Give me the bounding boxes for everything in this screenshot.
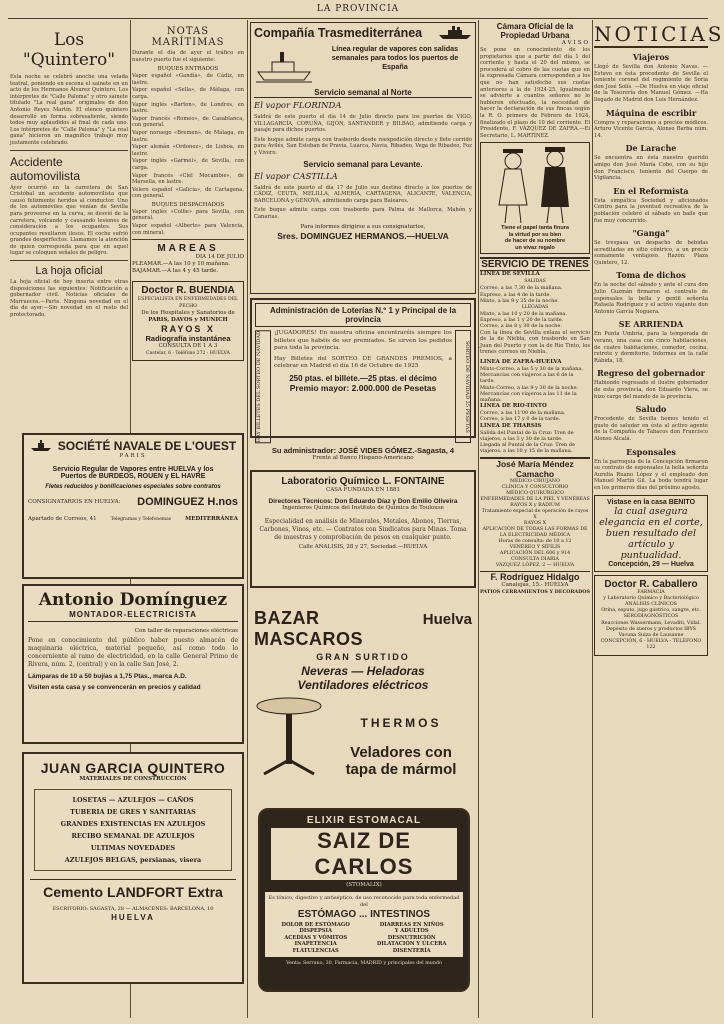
bazar-marmol: tapa de mármol [345, 761, 457, 778]
buendia-cities: PARIS, DAVOS y MUNICH [148, 317, 228, 324]
news-heading: SE ARRIENDA [618, 319, 684, 330]
lab-title: Laboratorio Químico L. FONTAINE [281, 476, 445, 487]
list-item: Orina, esputo, jugo gástrico, sangre, etc. [601, 608, 701, 614]
ad-cartoon [480, 142, 590, 254]
column-4 [480, 22, 590, 596]
trasmed-text1: Saldrá de este puerto el día 14 de Julio directo para los puertos de VIGO, VILLAGARCÍA, CORUÑA, GIJÓN, SANTANDER y BILBAO, admitiendo carga y pasaje para dichos puertos. [254, 114, 472, 134]
saiz-stomalix: (STOMALIX) [346, 882, 382, 888]
saiz-list-left [282, 922, 350, 954]
trasmed-service-norte: Servicio semanal al Norte [254, 88, 472, 98]
sevilla-salidas-label: SALIDAS [524, 279, 546, 285]
list-item: Vapor noruego «Bremen», de Málaga, en lastre. [132, 129, 244, 143]
buendia-address: Castelar, 6 · Teléfono 272 · HUELVA [146, 351, 230, 357]
list-item: Correo, a las 8 y 30 de la noche. [480, 323, 562, 330]
list-item: Velero español «Galicia», de Cartagena, con general. [132, 186, 244, 200]
masthead [8, 4, 708, 19]
article-accidente: Ayer ocurrió en la carretera de San Cristóbal un accidente automovilista que causó felizmente heridos al conductor. Uno de los automóviles que venían de Sevilla para proveerse en la curva, se desvió de la carretera, volcando y causando lesiones de consideración a los ocupantes. Sus ocupantes resultaron ilesos. El coche sufrió grandes desperfectos. Llamamos la atención de quien corresponda para que en aquel lugar se coloquen señales de peligro. [10, 184, 128, 257]
list-item: VENÉREO Y SÍFILIS [509, 545, 561, 551]
salidas-heading: BUQUES DESPACHADOS [151, 201, 225, 208]
saiz-organs: ESTÓMAGO ... INTESTINOS [297, 909, 431, 920]
lab-directors2: Ingenieros Químicos del Instituto de Química de Toulouse [282, 505, 444, 511]
societe-city: PARIS [119, 453, 147, 459]
column-1 [10, 22, 128, 437]
noticias-heading: NOTICIAS [594, 22, 724, 46]
saiz-title: SAIZ DE CARLOS [271, 828, 457, 880]
ship-icon [438, 26, 472, 40]
list-item: CONSULTA DIARIA [510, 557, 560, 563]
ad-caballero [594, 575, 708, 656]
mendez-lines [480, 479, 590, 569]
trasmed-agent: Sres. DOMINGUEZ HERMANOS.—HUELVA [277, 230, 449, 241]
list-item: Mercancías con viajeros a las 6 de la tarde. [480, 372, 574, 385]
list-item: Vapor español «Sella», de Málaga, con carga. [132, 87, 244, 100]
list-item: RECIBO SEMANAL DE AZULEJOS [71, 832, 195, 840]
ad-mendez-camacho [480, 457, 590, 569]
lab-body: Especialidad en análisis de Minerales, Metales, Abonos, Tierras, Carbones, Vinos, etc. — Contratos con Sindicatos para Minas. Toma de muestras y comprobación de pesos en cualquier punto. [259, 518, 467, 541]
noticias-list [594, 52, 708, 492]
list-item: Mixto-Correo, a las 9 y 30 de la noche. [480, 384, 579, 391]
list-item: Reacciones Wassermann, Levaditi, Vidal. [601, 620, 701, 626]
loteria-admin: Su administrador: JOSÉ VIDES GÓMEZ.-Sagasta, 4 [271, 446, 455, 456]
list-item: DOLOR DE ESTÓMAGO [281, 922, 350, 928]
dominguez-taller: Con taller de reparaciones eléctricas [134, 628, 238, 634]
list-item: RAYOS X [523, 521, 547, 527]
quintero-cement: Cemento LANDFORT Extra [30, 879, 236, 900]
buendia-hospitals: De los Hospitales y Sanatorios de [141, 310, 235, 317]
news-text: Habiendo regresado el ilustre gobernador de esta provincia, don Eduardo Viera, se hizo cargo del mando de la provincia. [594, 380, 708, 400]
list-item: SERODIAGNÓSTICOS [623, 614, 679, 620]
column-5 [594, 22, 724, 656]
trenes-heading: SERVICIO DE TRENES [481, 259, 589, 271]
entradas-list [132, 73, 244, 200]
saiz-body: Es tónico, digestivo y antiséptico, de uso reconocido para toda enfermedad del [268, 895, 460, 908]
caballero-lines [598, 590, 704, 652]
dominguez-subtitle: MONTADOR-ELECTRICISTA [28, 610, 238, 622]
ship-icon [30, 440, 52, 452]
ad-societe-navale [22, 433, 244, 579]
news-text: En la parroquia de la Concepción firmaron su contrato de esponsales la bella señorita Aurelia Ruano López y el empleado don Manuel Martín Gil. La boda tendrá lugar en los primeros días del próximo agosto. [594, 458, 708, 491]
ad-antonio-dominguez [22, 584, 244, 744]
list-item: RAYOS X y RADIUM [510, 503, 560, 509]
loteria-body: ¡JUGADORES! En nuestra oficina encontraréis siempre los billetes que habéis de ser premiados. Se sirven los pedidos para toda la provincia. [274, 330, 452, 351]
benito-line3: Concepción, 29 — Huelva [608, 560, 694, 568]
trasmed-text3: Saldrá de este puerto el día 17 de Julio sus destino directo a los puertos de CÁDIZ, CEUTA, MELILLA, ALMERÍA, CARTAGENA, ALICANTE, VALENCIA, BARCELONA y GÉNOVA, admitiendo carga para Baleares. [254, 184, 472, 204]
mareas-heading: MAREAS [157, 243, 219, 255]
news-text: En la noche del sábado y ante el cura don Julio Guzmán firmaron el contrato de esponsales la bella y gentil señorita Rafaela Rodríguez y el activo viajante don Antonio García Noguera. [594, 282, 708, 315]
news-text: Procedente de Sevilla hemos tenido el gusto de saludar en ésta al activo agente de la Compañía de Tabacos don Francisco Alonso Alcalá. [594, 416, 708, 442]
list-item: Horas de consulta: de 10 a 12 [498, 539, 572, 545]
societe-line3: Fletes reducidos y bonificaciones especiales sobre contratos [45, 484, 221, 490]
article-quintero: Esta noche se celebró anoche una velada teatral, poniendo en escena el sainete en un acto de los Hermanos Álvarez Quintero. Los intérpretes de "Calle Paloma" y otro sainete titulado "La real gana" originales de don Antonio Reyes Martín. El elenco quintero desarrolló en forma sobresaliente, siendo todos muy aplaudidos al final de cada uno. Los intérpretes de "Calle Paloma" y "La real gana" hicieron un magnífico trabajo muy justamente celebrado. [10, 74, 128, 146]
bazar-title: BAZAR MASCAROS [254, 608, 364, 649]
saiz-list-right [377, 922, 447, 954]
list-item: Expreso, a las 1 y 20 de la tarde. [480, 317, 564, 324]
notas-intro: Durante el día de ayer el tráfico en nuestro puerto fue el siguiente: [132, 50, 244, 63]
list-item: Vapor inglés «Collie» para Sevilla, con general. [132, 208, 244, 222]
list-item: DISENTERÍA [392, 947, 431, 954]
benito-line1: Vistase en la casa BENITO [606, 498, 696, 506]
list-item: y Laboratorio Químico y Bacteriológico [603, 595, 699, 601]
masthead-title: LA PROVINCIA [316, 4, 400, 14]
news-heading: En el Reformista [613, 185, 689, 196]
list-item: ENFERMEDADES DE LA PIEL Y VENÉREAS [480, 497, 590, 503]
divider [10, 150, 128, 151]
bazar-thermos: THERMOS [360, 716, 442, 730]
ad-trasmediterranea [250, 22, 476, 294]
list-item: FLATULENCIAS [292, 947, 339, 954]
trasmed-lead: Línea regular de vapores con salidas semanales para todos los puertos de España [331, 44, 459, 71]
societe-title: SOCIÉTÉ NAVALE DE L'OUEST [57, 439, 237, 453]
hidalgo-name: F. Rodríguez Hidalgo [490, 572, 580, 583]
societe-agent: DOMINGUEZ H.nos [137, 496, 238, 508]
caballero-name: Doctor R. Caballero [604, 578, 698, 590]
sevilla-llegadas [480, 311, 590, 330]
list-item: Salida del Puntal de la Cruz: Tren de viajeros, a las 3 y 30 de la tarde. [480, 429, 574, 442]
list-item: Mixto, a las 9 y 35 de la noche. [480, 297, 559, 304]
list-item: Vapor inglés «Barton», de Londres, en lastre. [132, 101, 244, 115]
loteria-title: Administración de Loterías N.º 1 y Principal de la provincia [255, 303, 471, 327]
quintero-address: ESCRITORIO: SAGASTA, 28 — ALMACENES: BARCELONA, 10 [52, 906, 214, 912]
camara-text: Se pone en conocimiento de los propietarios que a partir del día 1 del corriente y hasta el 20 del mismo, se procederá al cobro de las cuotas que en la expresada Cámara corresponden a los que no han satisfecho sus cuotas anteriores a la de 1924-25. Igualmente se advierte a cuantos señores no lo hubieren efectuado, la necesidad de hacer la declaración de sus fincas según la R. O. primero de Febrero de 1924, finalizado el plazo de 10 del corriente. El Presidente, F. VÁZQUEZ DE ZAFRA.—El Secretario, L. MARTÍNEZ. [480, 47, 590, 139]
linea-tharsis: LINEA DE THARSIS [480, 422, 542, 429]
trasmed-ship1: El vapor FLORINDA [254, 101, 342, 111]
list-item: APLICACIÓN DEL 606 y 914 [499, 551, 571, 557]
ad-loteria [250, 298, 476, 462]
list-item: Vacuna Suiza de Lausanne [618, 632, 684, 638]
list-item: DIARREAS EN NIÑOS [379, 922, 444, 928]
ad-laboratorio [250, 470, 476, 588]
trasmed-ship2: El vapor CASTILLA [254, 171, 338, 182]
societe-agent-label: CONSIGNATARIOS EN HUELVA: [28, 498, 121, 505]
news-heading: Esponsales [626, 446, 676, 457]
societe-line2: Puertos de BURDEOS, ROUEN y EL HAVRE [60, 473, 206, 480]
ad-saiz-de-carlos [258, 808, 470, 992]
entradas-heading: BUQUES ENTRADOS [157, 66, 219, 73]
news-heading: Saludo [635, 404, 667, 415]
news-heading: Regreso del gobernador [597, 368, 705, 379]
loteria-side-left: HAY BILLETES DEL SORTEO DE NAVIDAD [255, 330, 271, 443]
steamship-illustration [254, 44, 314, 84]
divider [132, 239, 244, 240]
cartoon-caption-3: de hacer de su nombre [504, 238, 566, 245]
article-hoja-oficial: La hoja oficial de hoy inserta entre otras disposiciones las siguientes: Notificación a gobernador civil. Noticias oficiales de Marruecos.—Parte. Ninguna novedad en el día de ayer.—Sin novedad en el resto del protectorado. [10, 279, 128, 319]
cartoon-caption-2: la virtud por su bien [508, 231, 562, 238]
list-item: ULTIMAS NOVEDADES [90, 844, 176, 852]
list-item: Y ADULTOS [394, 928, 429, 935]
bazar-veladores: Veladores con [350, 744, 452, 761]
list-item: Mixto-Correo, a las 5 y 30 de la mañana. [480, 365, 584, 372]
list-item: TUBERIA DE GRES Y SANITARIAS [70, 808, 196, 816]
quintero-title: JUAN GARCIA QUINTERO [40, 760, 226, 776]
list-item: Mercancías con viajeros a las 11 de la mañana. [480, 390, 577, 403]
cartoon-illustration [483, 145, 587, 225]
hidalgo-address: Canalejas, 15.- HUELVA [501, 582, 569, 589]
trasmed-service-levante: Servicio semanal para Levante. [303, 159, 423, 169]
list-item: Vapor español «Alberto» para Valencia, con mineral. [132, 223, 244, 236]
bazar-neveras: Neveras — Heladoras [301, 664, 425, 678]
news-text: Llegó de Sevilla don Antonio Navas. —Estuvo en ésta procedente de Sevilla el teniente coronel del regimiento de Soria don José Solís. —De Huelva en viaje oficial de la Tesorería don Manuel Gómez. —Ha llegado de Madrid don Luis Hernández. [594, 64, 708, 103]
news-text: Se encuentra en ésta nuestro querido amigo don José María Cobo, con su hijo don Francisco, teniente del Cuerpo de Vigilancia. [594, 155, 708, 182]
list-item: CLÍNICA Y CONSULTORIO [501, 485, 569, 491]
trasmed-text2: Este buque admite carga con trasbordo desde reexpedición directo y flete corrido para Avilés, San Esteban de Pravia, Luarca, Navia, Ribadeo, Vega de Ribadeo, Foz y Vivero. [254, 136, 472, 156]
divider [10, 260, 128, 261]
societe-tag: MEDITERRÁNEA [185, 516, 238, 522]
list-item: MÉDICO QUIRÚRGICO [506, 491, 564, 497]
salidas-list [132, 209, 244, 236]
list-item: Tratamiento especial de operación de rayos X [481, 509, 589, 521]
list-item: PLEAMAR.—A las 10 y 10 mañana. [132, 261, 230, 268]
buendia-consulta: CONSULTA DE 1 A 3 [158, 343, 218, 350]
list-item: Vapor inglés «Garmel», de Sevilla, con carga. [132, 158, 244, 171]
lab-subtitle: CASA FUNDADA EN 1881 [325, 487, 401, 493]
headline-quintero: Los "Quintero" [22, 30, 116, 70]
list-item: Llegada al Puntal de la Cruz: Tren de viajeros, a las 10 y 15 de la mañana. [480, 441, 575, 455]
list-item: Vapor español «Gandía», de Cádiz, en lastre. [132, 73, 244, 86]
bazar-surtido: GRAN SURTIDO [316, 652, 410, 662]
linea-zafra: LINEA DE ZAFRA-HUELVA [480, 358, 562, 365]
list-item: ANÁLISIS CLÍNICOS [625, 601, 677, 607]
news-heading: Toma de dichos [616, 270, 686, 281]
column-rule [592, 20, 593, 1018]
list-item: Vapor francés «Romeo», de Casablanca, con general. [132, 115, 244, 129]
list-item: DILATACIÓN Y ÚLCERA [376, 941, 447, 948]
cartoon-caption-4: un vivaz regalo [515, 244, 555, 251]
news-text: Esta simpática Sociedad y aficionados Centro para la juventud recreativa de la población celebró el sábado un baile que fue muy concurrido. [594, 197, 708, 224]
column-rule [247, 20, 248, 1018]
camara-aviso: AVISO [561, 40, 590, 46]
news-heading: Viajeros [632, 52, 670, 62]
column-rule [478, 20, 479, 1018]
societe-tel: Telegramas y Telefonemas [110, 517, 172, 522]
ad-benito [594, 495, 708, 572]
bazar-ventiladores: Ventiladores eléctricos [297, 678, 429, 692]
societe-line1: Servicio Regular de Vapores entre HUELVA y los [52, 466, 214, 473]
table-illustration [254, 696, 324, 778]
list-item: AZULEJOS BELGAS, persianas, visera [64, 856, 202, 864]
saiz-foot: Venta: Serrano, 30, Farmacia, MADRID y principales del mundo [286, 961, 442, 967]
zafra-llegadas [480, 385, 590, 404]
news-text: Compra y reparaciones a precios módicos. Arturo Vicente García, Alonso Barba núm. 14. [594, 119, 708, 139]
list-item: GRANDES EXISTENCIAS EN AZULEJOS [60, 820, 206, 828]
buendia-radiografia: Radiografía instantánea [145, 334, 231, 344]
loteria-admin2: Frente al Banco Hispano-Americano [312, 455, 414, 462]
sevilla-salidas [480, 285, 590, 304]
linea-rio-tinto: LINEA DE RIO-TINTO [480, 403, 547, 410]
loteria-body2: Hay Billetes del SORTEO DE GRANDES PREMIOS, a celebrar en Madrid el día 16 de Octubre de 1925 [274, 355, 452, 369]
loteria-price: 250 ptas. el billete.—25 ptas. el décimo [289, 373, 437, 383]
list-item: CONCEPCIÓN, 6 - HUELVA - TELÉFONO 122 [600, 639, 702, 651]
list-item: Mixto, a las 10 y 20 de la mañana. [480, 310, 567, 317]
list-item: VÁZQUEZ LÓPEZ, 2 — HUELVA [495, 563, 575, 569]
sevilla-llegadas-label: LLEGADAS [521, 304, 549, 310]
list-item: APLICACIÓN DE TODAS LAS FORMAS DE LA ELECTRICIDAD MÉDICA [482, 527, 588, 539]
trasmed-info: Para informes dirigirse a sus consignatarios, [300, 223, 426, 230]
dominguez-lamparas: Lámparas de 10 a 50 bujías a 1,75 Ptas., marca A.D. [28, 673, 187, 680]
buendia-rayos: RAYOS X [161, 324, 215, 335]
sevilla-note: Con la línea de Sevilla enlaza el servicio de la de Niebla, con trasbordo en San Juan del Puerto y con la de Río Tinto, los trenes correos en Niebla. [480, 329, 590, 356]
dominguez-title: Antonio Domínguez [38, 590, 228, 610]
linea-sevilla: LINEA DE SEVILLA [480, 271, 540, 278]
loteria-side-right: SORTEO DE NAVIDAD 25 PESETAS [455, 330, 471, 443]
camara-title: Cámara Oficial de la Propiedad Urbana [496, 22, 574, 40]
zafra-salidas [480, 366, 590, 385]
list-item: ACEDÍAS Y VÓMITOS [284, 934, 348, 941]
list-item: MÉDICO CIRUJANO [510, 479, 560, 485]
list-item: BAJAMAR.—A las 4 y 45 tarde. [132, 268, 219, 275]
quintero-subtitle: MATERIALES DE CONSTRUCCIÓN [79, 776, 187, 782]
ad-juan-garcia-quintero [22, 752, 244, 984]
ad-rodriguez-hidalgo [480, 571, 590, 596]
trasmed-title: Compañía Trasmediterránea [254, 26, 423, 40]
list-item: Vapor francés «Ciel Mocambie», de Marsella, en lastre. [132, 172, 244, 186]
societe-address: Apartado de Correos, 41 [28, 516, 97, 522]
lab-address: Calle ANALISIS, 28 y 27, Sociedad.—HUELVA [298, 544, 428, 551]
dominguez-body: Pone en conocimiento del público haber puesto almacén de maquinaria eléctrica, material pequeño, así como todo lo concerniente al ramo de electricidad, en la calle General Primo de Rivera, núm. 2, (central) y en la calle San José, 2. [28, 637, 238, 668]
headline-hoja-oficial: La hoja oficial [35, 265, 103, 278]
list-item: Correo, a las 17 y 0 de la tarde. [480, 416, 561, 423]
bazar-city: Huelva [422, 611, 472, 628]
list-item: DISPEPSIA [299, 928, 332, 935]
list-item: INAPETENCIA [294, 941, 337, 948]
list-item: Vapor alemán «Ordonez», de Lisboa, en lastre. [132, 144, 244, 157]
quintero-items [34, 789, 232, 871]
hidalgo-sub: PATIOS CERRAMIENTOS Y DECORADOS [480, 589, 590, 596]
list-item: Depósito de sueros y productos IBYS [606, 626, 696, 632]
list-item: LOSETAS — AZULEJOS — CAÑOS [72, 796, 194, 804]
trasmed-text4: Este buque admite carga con trasbordo para Palma de Mallorca, Mahón y Canarias. [254, 207, 472, 220]
tharsis-list [480, 430, 590, 455]
benito-line2: la cual asegura elegancia en el corte, buen resultado del artículo y puntualidad. [599, 505, 703, 561]
column-2 [132, 22, 244, 437]
news-heading: Máquina de escribir [605, 107, 697, 118]
lab-directors: Directores Técnicos: Don Eduardo Díaz y Don Emilio Oliveira [268, 498, 458, 505]
dominguez-visiten: Visiten esta casa y se convencerán en precios y calidad [28, 684, 201, 691]
news-text: En Punta Umbría, para la temporada de verano, una casa con cinco habitaciones, de cuatro habitaciones, comedor, cocina, retrete y dormitorio. Informes en la calle Rábida, 18. [594, 331, 708, 364]
headline-notas-maritimas: NOTAS MARÍTIMAS [151, 26, 225, 48]
list-item: Correo, a las 11'00 de la mañana. [480, 410, 566, 417]
cartoon-caption-1: Tiene el papel tanta finura [501, 225, 569, 232]
ad-bazar-mascaros [250, 604, 476, 780]
list-item: FARMACIA [637, 589, 665, 595]
mendez-name: José María Méndez Camacho [496, 459, 574, 480]
buendia-name: Doctor R. BUENDIA [141, 285, 235, 297]
list-item: Expreso, a las 4 de la tarde. [480, 291, 551, 298]
buendia-specialty: ESPECIALISTA EN ENFERMEDADES DEL PECHO [137, 297, 239, 310]
news-heading: "Ganga" [632, 228, 670, 239]
loteria-prize: Premio mayor: 2.000.000 de Pesetas [289, 382, 437, 393]
list-item: DESNUTRICIÓN [387, 934, 436, 941]
news-text: Se trespasa un despacho de bebidas acreditadas en sitio céntrico, a un precio sumamente ventajoso. Razón: Plaza Quintero, 12. [594, 240, 708, 266]
headline-accidente: Accidente automovilista [10, 154, 81, 183]
saiz-elixir: ELIXIR ESTOMACAL [306, 815, 422, 826]
mareas-date: DIA 14 DE JULIO [195, 254, 244, 261]
quintero-city: HUELVA [111, 913, 155, 922]
list-item: Correo, a las 7,30 de la mañana. [480, 285, 563, 292]
news-heading: De Larache [625, 143, 677, 154]
mareas-list [132, 261, 244, 275]
ad-buendia [132, 281, 244, 361]
